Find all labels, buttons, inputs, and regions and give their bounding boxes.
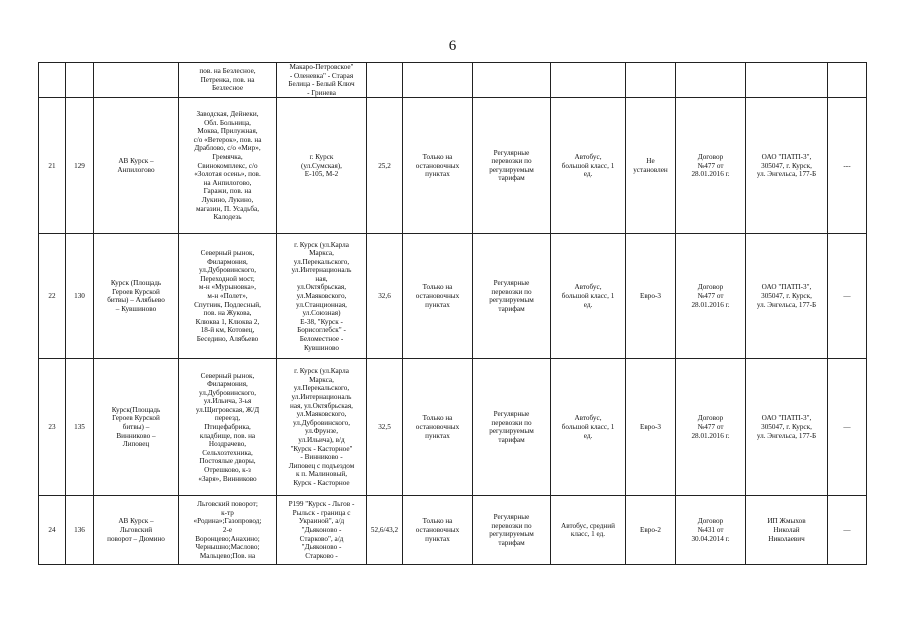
extra-cell: --- <box>828 98 867 234</box>
boarding-regime-cell: Только на остановочных пунктах <box>403 359 473 496</box>
contract-cell: Договор №431 от 30.04.2014 г. <box>676 496 746 565</box>
route-number-cell <box>66 63 94 98</box>
row-number-cell <box>39 63 66 98</box>
extra-cell: — <box>828 359 867 496</box>
stops-cell: Заводская, Дейнеки, Обл. Больница, Моква, Прилужная, с/о «Ветерок», пов. на Драблово, с/о «Мир», Гремячка, Свинокомплекс, с/о «Золотая осень», пов. на Анпилогово, Гаражи, пов. на Лукино, Лукино, магазин, П. Усадьба, Калодезь <box>179 98 277 234</box>
streets-cell: г. Курск (ул.Карла Маркса, ул.Перекальского, ул.Интернациональ ная, ул.Октябрьская, ул.Маяковского, ул.Дубровинского, ул.Фрунзе, ул.Ильича), в/д "Курск - Касторное" - Винниково - Липовец с подъездом к п. Малиновый, Курск - Касторное <box>277 359 367 496</box>
carrier-cell <box>746 63 828 98</box>
contract-cell: Договор №477 от 28.01.2016 г. <box>676 98 746 234</box>
boarding-regime-cell: Только на остановочных пунктах <box>403 98 473 234</box>
extra-cell: — <box>828 234 867 359</box>
vehicle-cell <box>551 63 626 98</box>
table-row <box>39 98 867 234</box>
carrier-cell: ОАО "ПАТП-3", 305047, г. Курск, ул. Энгельса, 177-Б <box>746 234 828 359</box>
stops-cell: Северный рынок, Филармония, ул.Дубровинского, Переходной мост, м-н «Мурыновка», м-н «Полет», Спутник, Подлесный, пов. на Жукова, Клюква 1, Клюква 2, 18-й км, Котовец, Беседино, Алябьево <box>179 234 277 359</box>
vehicle-cell: Автобус, средний класс, 1 ед. <box>551 496 626 565</box>
eco-class-cell: Евро-3 <box>626 234 676 359</box>
stops-cell: Льговский поворот; к-тр «Родина»;Газопровод; 2-е Воронцево;Анахино; Чернышно;Маслово; Мальцево;Пов. на <box>179 496 277 565</box>
vehicle-cell: Автобус, большой класс, 1 ед. <box>551 98 626 234</box>
row-number-cell: 22 <box>39 234 66 359</box>
length-cell: 25,2 <box>367 98 403 234</box>
route-number-cell: 130 <box>66 234 94 359</box>
extra-cell: — <box>828 496 867 565</box>
row-number-cell: 23 <box>39 359 66 496</box>
transport-type-cell <box>473 63 551 98</box>
route-name-cell <box>94 63 179 98</box>
page-number: 6 <box>448 38 457 54</box>
eco-class-cell <box>626 63 676 98</box>
route-number-cell: 129 <box>66 98 94 234</box>
route-number-cell: 136 <box>66 496 94 565</box>
streets-cell: г. Курск (ул.Карла Маркса, ул.Перекальского, ул.Интернациональ ная, ул.Октябрьская, ул.Маяковского, ул.Станционная, ул.Союзная) Е-38, "Курск - Борисоглебск" - Беломестное - Кувшиново <box>277 234 367 359</box>
length-cell <box>367 63 403 98</box>
contract-cell: Договор №477 от 28.01.2016 г. <box>676 234 746 359</box>
table-row <box>39 234 867 359</box>
length-cell: 52,6/43,2 <box>367 496 403 565</box>
stops-cell: Северный рынок, Филармония, ул.Дубровинского, ул.Ильича, 3-ья ул.Щигровская, Ж/Д переезд, Птицефабрика, кладбище, пов. на Ноздрачево, Сельхозтехника, Постоялые дворы, Отрешково, к-з «Заря», Винниково <box>179 359 277 496</box>
boarding-regime-cell: Только на остановочных пунктах <box>403 496 473 565</box>
boarding-regime-cell: Только на остановочных пунктах <box>403 234 473 359</box>
contract-cell: Договор №477 от 28.01.2016 г. <box>676 359 746 496</box>
vehicle-cell: Автобус, большой класс, 1 ед. <box>551 359 626 496</box>
stops-cell: пов. на Безлесное, Петренка, пов. на Безлесное <box>179 63 277 98</box>
transport-type-cell: Регулярные перевозки по регулируемым тарифам <box>473 234 551 359</box>
routes-table <box>38 62 867 565</box>
table-row <box>39 496 867 565</box>
contract-cell <box>676 63 746 98</box>
transport-type-cell: Регулярные перевозки по регулируемым тарифам <box>473 496 551 565</box>
route-name-cell: АВ Курск – Льговский поворот – Дюмино <box>94 496 179 565</box>
transport-type-cell: Регулярные перевозки по регулируемым тарифам <box>473 359 551 496</box>
route-name-cell: Курск (Площадь Героев Курской битвы) – Алябьево – Кувшиново <box>94 234 179 359</box>
streets-cell: г. Курск (ул.Сумская), Е-105, М-2 <box>277 98 367 234</box>
boarding-regime-cell <box>403 63 473 98</box>
route-name-cell: Курск(Площадь Героев Курской битвы) – Винниково – Липовец <box>94 359 179 496</box>
row-number-cell: 24 <box>39 496 66 565</box>
eco-class-cell: Не установлен <box>626 98 676 234</box>
table-row <box>39 63 867 98</box>
length-cell: 32,5 <box>367 359 403 496</box>
eco-class-cell: Евро-2 <box>626 496 676 565</box>
eco-class-cell: Евро-3 <box>626 359 676 496</box>
table-row <box>39 359 867 496</box>
carrier-cell: ИП Жмыхов Николай Николаевич <box>746 496 828 565</box>
carrier-cell: ОАО "ПАТП-3", 305047, г. Курск, ул. Энгельса, 177-Б <box>746 98 828 234</box>
streets-cell: Макаро-Петровское" - Оленевка" - Старая Белица - Белый Ключ - Гринева <box>277 63 367 98</box>
vehicle-cell: Автобус, большой класс, 1 ед. <box>551 234 626 359</box>
carrier-cell: ОАО "ПАТП-3", 305047, г. Курск, ул. Энгельса, 177-Б <box>746 359 828 496</box>
route-name-cell: АВ Курск – Анпилогово <box>94 98 179 234</box>
length-cell: 32,6 <box>367 234 403 359</box>
row-number-cell: 21 <box>39 98 66 234</box>
route-number-cell: 135 <box>66 359 94 496</box>
extra-cell <box>828 63 867 98</box>
transport-type-cell: Регулярные перевозки по регулируемым тарифам <box>473 98 551 234</box>
streets-cell: Р199 "Курск - Льгов - Рыльск - граница с Украиной", а/д "Дьяконово - Старково", а/д "Дьяконово - Старково - <box>277 496 367 565</box>
